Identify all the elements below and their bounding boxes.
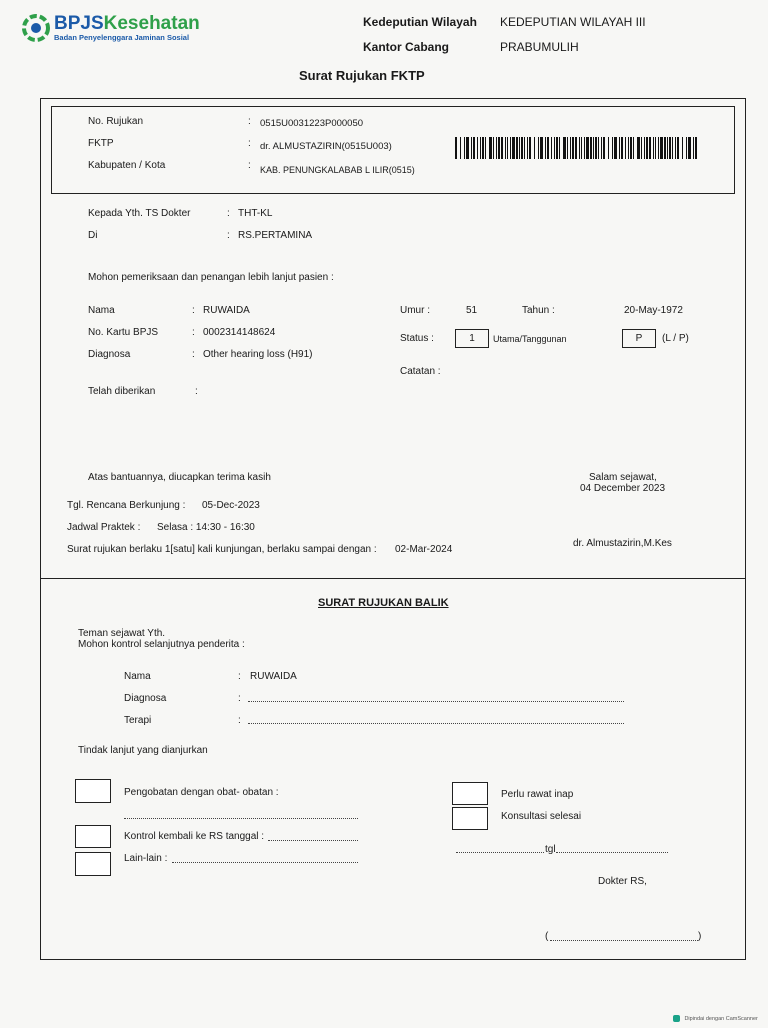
barcode — [455, 137, 701, 159]
barcode-bar — [510, 137, 511, 159]
no-rujukan-label: No. Rujukan — [88, 116, 144, 127]
umur-value: 51 — [466, 305, 478, 316]
greeting-line2: Mohon kontrol selanjutnya penderita : — [78, 639, 245, 650]
barcode-bar — [538, 137, 539, 159]
tahun-label: Tahun : — [522, 305, 555, 316]
kepada-label: Kepada Yth. TS Dokter — [88, 208, 191, 219]
nama-value: RUWAIDA — [203, 305, 250, 316]
checkbox-konsultasi[interactable] — [452, 807, 488, 830]
barcode-bar — [524, 137, 525, 159]
terapi-fill-line — [248, 723, 624, 724]
barcode-bar — [619, 137, 620, 159]
barcode-bar — [489, 137, 492, 159]
barcode-bar — [682, 137, 683, 159]
opt-konsultasi-label: Konsultasi selesai — [501, 811, 582, 822]
barcode-bar — [612, 137, 613, 159]
barcode-bar — [540, 137, 543, 159]
greeting-line1: Teman sejawat Yth. — [78, 628, 166, 639]
opt-rawat-inap-label: Perlu rawat inap — [501, 789, 574, 800]
colon: : — [195, 386, 198, 397]
kabupaten-label: Kabupaten / Kota — [88, 160, 166, 171]
barcode-bar — [551, 137, 552, 159]
barcode-bar — [601, 137, 602, 159]
tgl-label: tgl — [545, 844, 556, 855]
page-title: Surat Rujukan FKTP — [299, 68, 425, 83]
barcode-bar — [570, 137, 571, 159]
barcode-bar — [603, 137, 605, 159]
jadwal-label: Jadwal Praktek : — [67, 522, 141, 533]
status-value: 1 — [469, 333, 475, 344]
barcode-bar — [655, 137, 656, 159]
barcode-bar — [646, 137, 648, 159]
barcode-bar — [460, 137, 461, 159]
kartu-label: No. Kartu BPJS — [88, 327, 159, 338]
barcode-bar — [641, 137, 642, 159]
colon: : — [192, 327, 195, 338]
kartu-value: 0002314148624 — [203, 327, 276, 338]
barcode-bar — [695, 137, 697, 159]
barcode-bar — [633, 137, 634, 159]
logo-tagline: Badan Penyelenggara Jaminan Sosial — [54, 33, 190, 42]
barcode-bar — [498, 137, 500, 159]
sign-close: ) — [698, 931, 702, 942]
barcode-bar — [649, 137, 651, 159]
barcode-bar — [512, 137, 515, 159]
barcode-bar — [637, 137, 640, 159]
barcode-bar — [567, 137, 568, 159]
salam-text: Salam sejawat, — [589, 472, 657, 483]
tindak-lanjut-label: Tindak lanjut yang dianjurkan — [78, 745, 208, 756]
colon: : — [192, 349, 195, 360]
diagnosa-label: Diagnosa — [88, 349, 131, 360]
barcode-bar — [521, 137, 523, 159]
barcode-bar — [658, 137, 659, 159]
barcode-bar — [466, 137, 469, 159]
signature-line — [550, 940, 698, 941]
barcode-bar — [575, 137, 577, 159]
barcode-bar — [669, 137, 671, 159]
checkbox-obat[interactable] — [75, 779, 111, 803]
tgl-fill-line — [556, 852, 668, 853]
barcode-bar — [660, 137, 663, 159]
section-divider — [40, 578, 746, 579]
barcode-bar — [677, 137, 679, 159]
barcode-bar — [686, 137, 687, 159]
cabang-value: PRABUMULIH — [500, 40, 579, 54]
tahun-value: 20-May-1972 — [624, 305, 683, 316]
barcode-bar — [595, 137, 597, 159]
barcode-bar — [496, 137, 497, 159]
barcode-bar — [471, 137, 472, 159]
camscanner-icon — [673, 1015, 680, 1022]
barcode-bar — [563, 137, 566, 159]
barcode-bar — [507, 137, 508, 159]
barcode-bar — [505, 137, 506, 159]
balik-diagnosa-label: Diagnosa — [124, 693, 167, 704]
diagnosa-value: Other hearing loss (H91) — [203, 349, 313, 360]
barcode-bar — [630, 137, 632, 159]
obat-fill-line — [124, 818, 358, 819]
barcode-bar — [586, 137, 589, 159]
barcode-bar — [584, 137, 585, 159]
barcode-bar — [614, 137, 617, 159]
scanner-watermark — [673, 1010, 758, 1020]
checkbox-kontrol[interactable] — [75, 825, 111, 848]
barcode-bar — [598, 137, 599, 159]
barcode-bar — [653, 137, 654, 159]
barcode-bar — [664, 137, 666, 159]
berlaku-text: Surat rujukan berlaku 1[satu] kali kunjungan, berlaku sampai dengan : — [67, 544, 377, 555]
barcode-bar — [556, 137, 558, 159]
kabupaten-value: KAB. PENUNGKALABAB L ILIR(0515) — [260, 165, 415, 175]
barcode-bar — [482, 137, 484, 159]
colon: : — [248, 138, 251, 149]
umur-label: Umur : — [400, 305, 430, 316]
nama-label: Nama — [88, 305, 115, 316]
colon: : — [227, 230, 230, 241]
checkbox-lain[interactable] — [75, 852, 111, 876]
status-box — [455, 329, 489, 348]
bpjs-emblem-icon — [22, 14, 50, 42]
barcode-bar — [516, 137, 518, 159]
thanks-text: Atas bantuannya, diucapkan terima kasih — [88, 472, 271, 483]
barcode-bar — [593, 137, 594, 159]
terapi-label: Terapi — [124, 715, 152, 726]
rencana-value: 05-Dec-2023 — [202, 500, 260, 511]
jadwal-value: Selasa : 14:30 - 16:30 — [157, 522, 255, 533]
barcode-bar — [519, 137, 520, 159]
barcode-bar — [581, 137, 582, 159]
di-label: Di — [88, 230, 98, 241]
barcode-bar — [579, 137, 580, 159]
checkbox-rawat-inap[interactable] — [452, 782, 488, 805]
barcode-bar — [485, 137, 486, 159]
request-intro: Mohon pemeriksaan dan penangan lebih lanjut pasien : — [88, 272, 334, 283]
cabang-label: Kantor Cabang — [363, 40, 450, 54]
diagnosa-fill-line — [248, 701, 624, 702]
colon: : — [192, 305, 195, 316]
catatan-label: Catatan : — [400, 366, 441, 377]
barcode-bar — [559, 137, 560, 159]
balik-nama-label: Nama — [124, 671, 151, 682]
kontrol-fill-line — [268, 840, 358, 841]
barcode-bar — [608, 137, 609, 159]
barcode-bar — [527, 137, 528, 159]
logo-brand: BPJS — [54, 13, 104, 34]
status-label: Status : — [400, 333, 434, 344]
sex-value: P — [635, 333, 643, 344]
fktp-value: dr. ALMUSTAZIRIN(0515U003) — [260, 141, 392, 152]
barcode-bar — [675, 137, 676, 159]
status-desc: Utama/Tanggunan — [493, 334, 567, 344]
bpjs-logo — [22, 12, 202, 46]
barcode-bar — [529, 137, 531, 159]
barcode-bar — [501, 137, 503, 159]
wilayah-value: KEDEPUTIAN WILAYAH III — [500, 15, 646, 29]
barcode-bar — [621, 137, 623, 159]
colon: : — [248, 160, 251, 171]
barcode-bar — [480, 137, 481, 159]
barcode-bar — [547, 137, 549, 159]
barcode-bar — [667, 137, 668, 159]
wilayah-label: Kedeputian Wilayah — [363, 15, 477, 29]
di-value: RS.PERTAMINA — [238, 230, 313, 241]
barcode-bar — [688, 137, 691, 159]
barcode-bar — [625, 137, 626, 159]
barcode-bar — [473, 137, 475, 159]
dokter-rs-label: Dokter RS, — [598, 876, 647, 887]
colon: : — [238, 671, 241, 682]
letter-date: 04 December 2023 — [580, 483, 666, 494]
lain-fill-line — [172, 862, 358, 863]
barcode-bar — [590, 137, 592, 159]
no-rujukan-value: 0515U0031223P000050 — [260, 118, 364, 129]
barcode-bar — [572, 137, 574, 159]
kepada-value: THT-KL — [238, 208, 273, 219]
barcode-bar — [493, 137, 494, 159]
barcode-bar — [464, 137, 465, 159]
opt-lain-label: Lain-lain : — [124, 853, 168, 864]
colon: : — [238, 715, 241, 726]
barcode-bar — [545, 137, 546, 159]
barcode-bar — [628, 137, 629, 159]
barcode-bar — [693, 137, 694, 159]
balik-nama-value: RUWAIDA — [250, 671, 297, 682]
colon: : — [248, 116, 251, 127]
opt-obat-label: Pengobatan dengan obat- obatan : — [124, 787, 279, 798]
barcode-bar — [534, 137, 535, 159]
rencana-label: Tgl. Rencana Berkunjung : — [67, 500, 186, 511]
place-fill-line — [456, 852, 544, 853]
berlaku-value: 02-Mar-2024 — [395, 544, 453, 555]
balik-title: SURAT RUJUKAN BALIK — [318, 597, 449, 609]
barcode-bar — [644, 137, 645, 159]
telah-diberikan-label: Telah diberikan — [88, 386, 156, 397]
barcode-bar — [477, 137, 478, 159]
sex-box — [622, 329, 656, 348]
colon: : — [238, 693, 241, 704]
barcode-bar — [672, 137, 673, 159]
fktp-label: FKTP — [88, 138, 114, 149]
doctor-name: dr. Almustazirin,M.Kes — [573, 538, 672, 549]
colon: : — [227, 208, 230, 219]
scanner-text: Dipindai dengan CamScanner — [684, 1015, 758, 1022]
sign-open: ( — [545, 931, 549, 942]
barcode-bar — [554, 137, 555, 159]
opt-kontrol-label: Kontrol kembali ke RS tanggal : — [124, 831, 265, 842]
logo-name: Kesehatan — [103, 13, 200, 34]
sex-desc: (L / P) — [662, 333, 689, 344]
barcode-bar — [455, 137, 457, 159]
